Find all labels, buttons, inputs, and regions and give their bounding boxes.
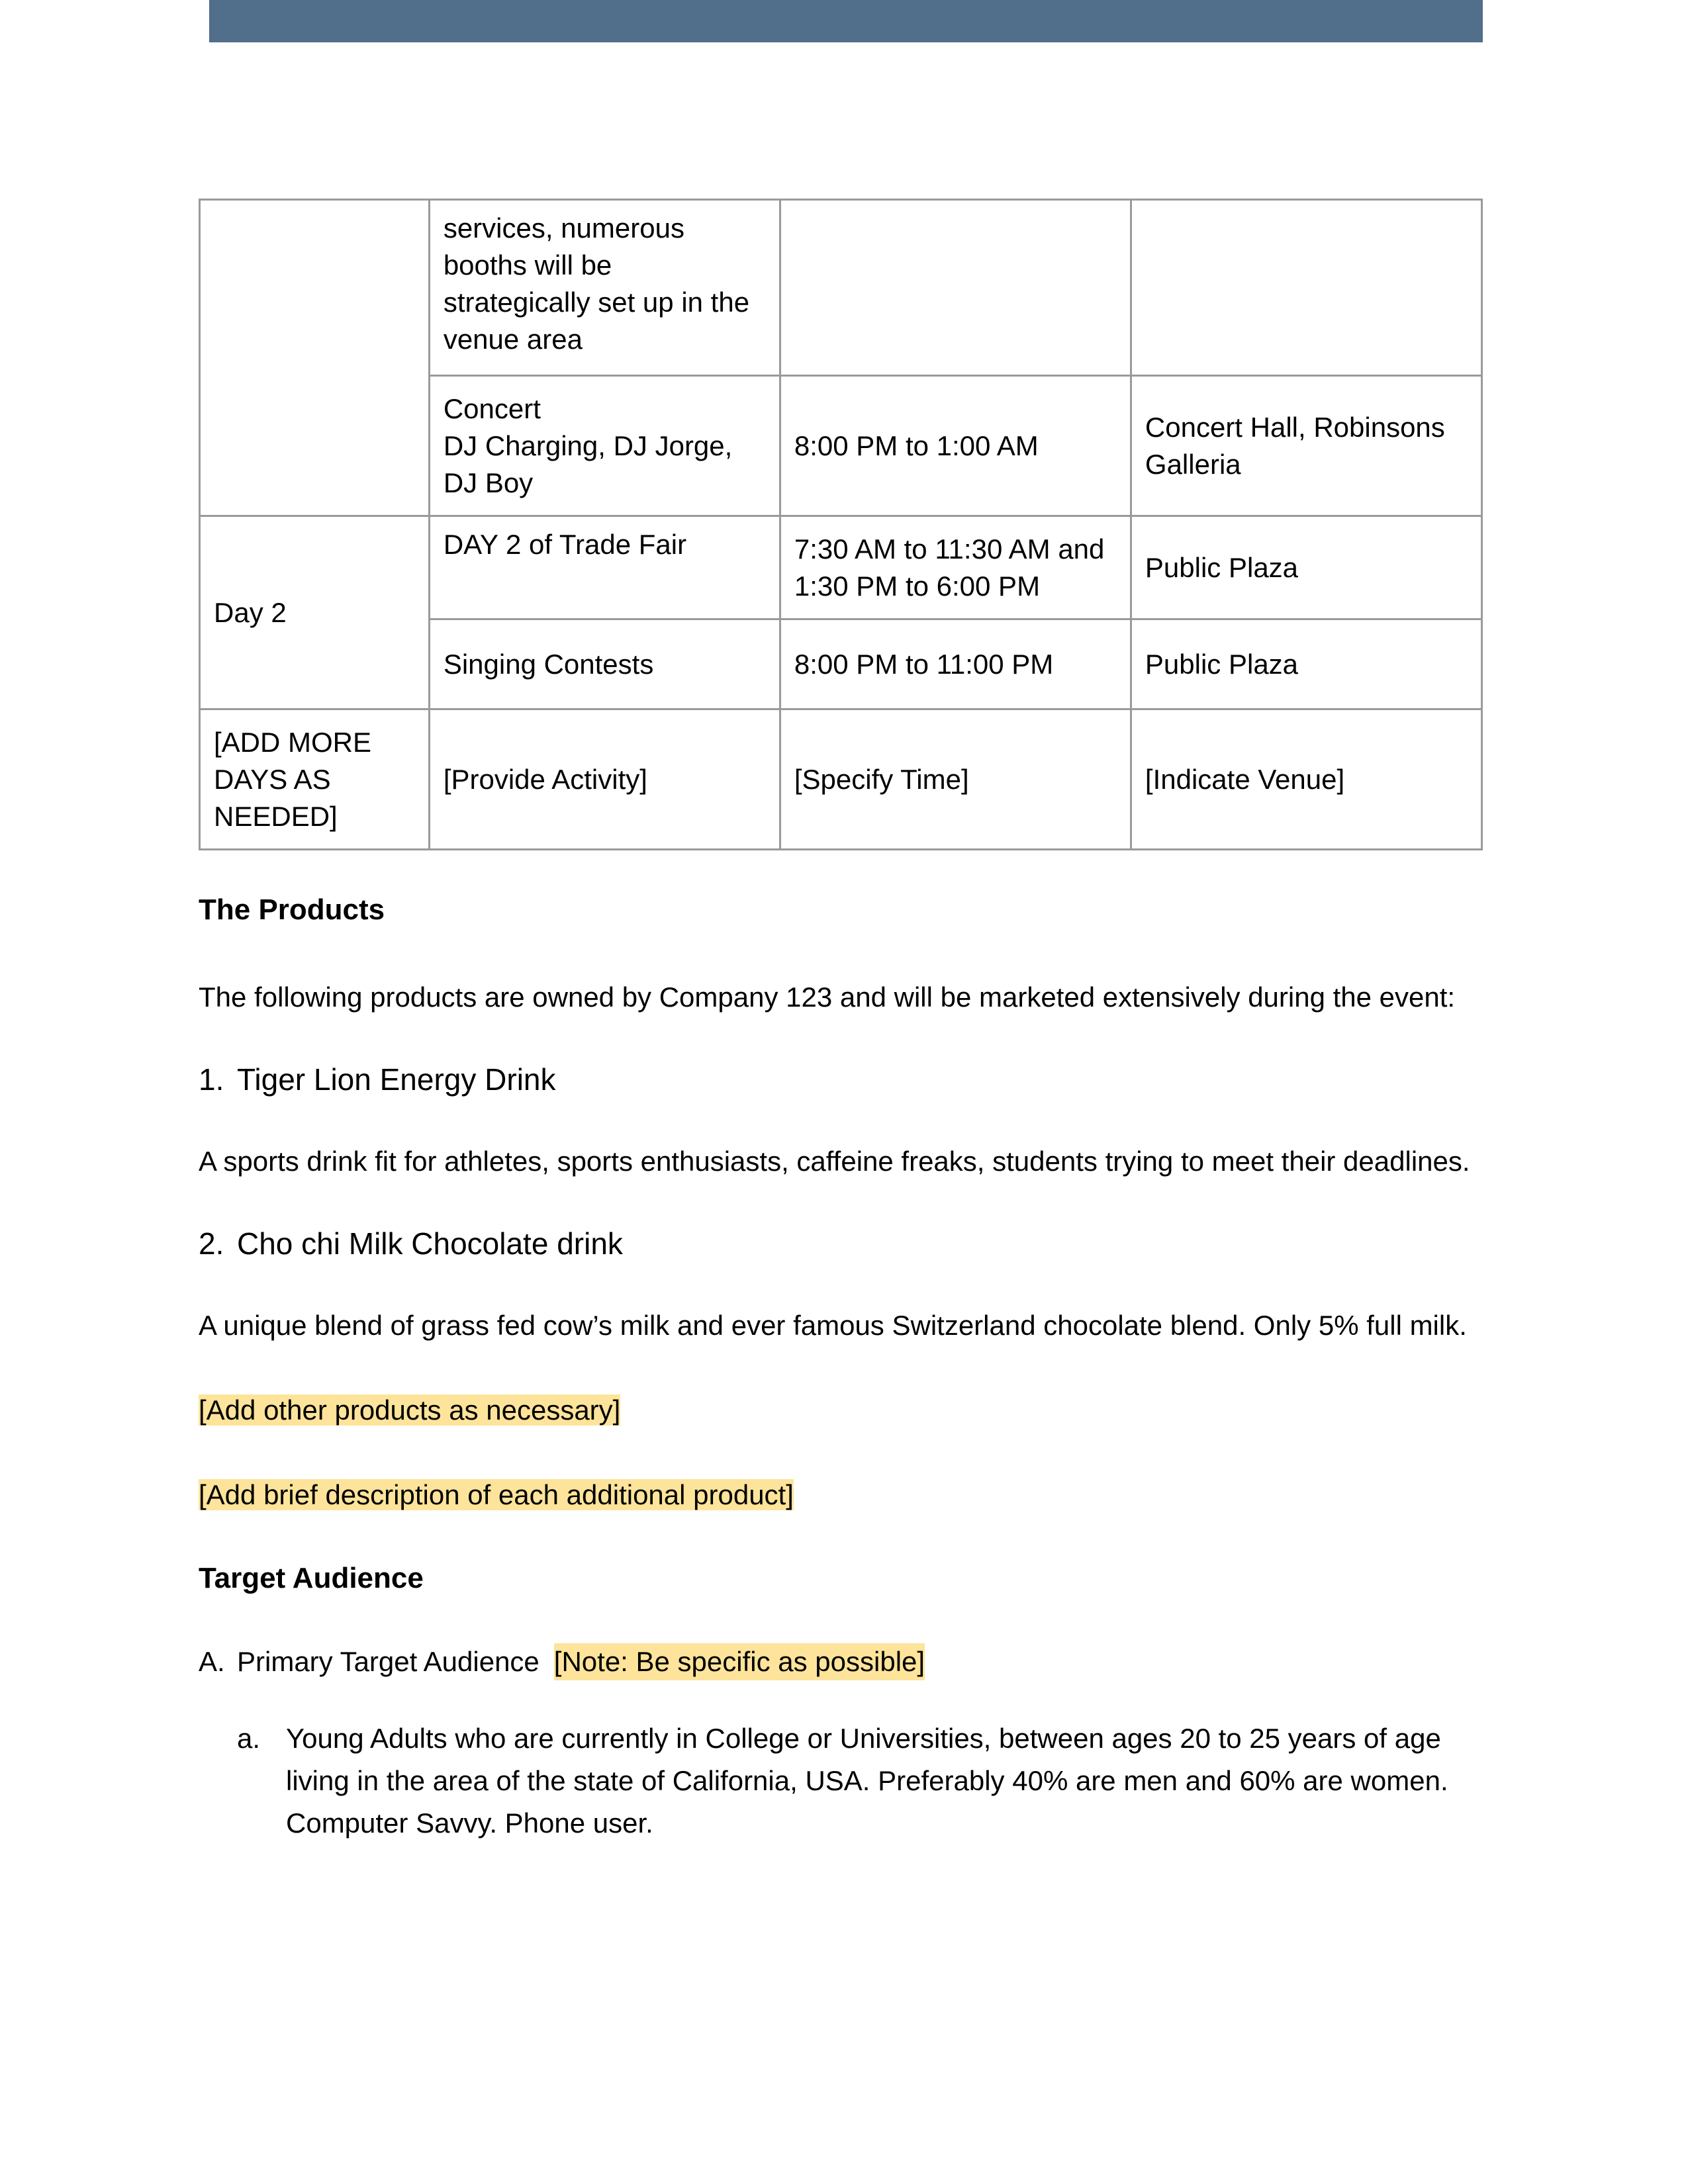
table-cell-activity: DAY 2 of Trade Fair [429,516,780,619]
table-cell-time: 7:30 AM to 11:30 AM and 1:30 PM to 6:00 PM [780,516,1131,619]
product-description: A unique blend of grass fed cow’s milk and ever famous Switzerland chocolate blend. Only 5% full milk. [199,1310,1467,1341]
table-cell-venue: Public Plaza [1131,619,1481,709]
table-cell-venue: Concert Hall, Robinsons Galleria [1131,376,1481,516]
table-cell-activity: [Provide Activity] [429,709,780,850]
primary-audience-letter: A. [199,1646,225,1677]
placeholder-add-products: [Add other products as necessary] [199,1394,621,1426]
table-row [200,200,1482,376]
schedule-table [199,199,1483,850]
table-row [200,709,1482,850]
product-number: 1. [199,1062,224,1097]
table-cell-time: 8:00 PM to 11:00 PM [780,619,1131,709]
list-item [199,1717,1483,1844]
list-item-letter: a. [237,1723,261,1754]
table-cell-day: Day 2 [200,516,430,709]
primary-audience-note: [Note: Be specific as possible] [554,1643,925,1680]
table-cell-venue: Public Plaza [1131,516,1481,619]
list-item-text: Young Adults who are currently in College or Universities, between ages 20 to 25 years of age living in the area of the state of California, USA. Preferably 40% are men and 60% are women. Computer Savvy. Phone user. [286,1723,1448,1839]
product-name: Tiger Lion Energy Drink [237,1062,556,1097]
table-cell-venue: [Indicate Venue] [1131,709,1481,850]
table-cell-activity: services, numerous booths will be strategically set up in the venue area [429,200,780,376]
products-intro: The following products are owned by Company 123 and will be marketed extensively during the event: [199,981,1456,1013]
primary-audience-heading [199,1643,1483,1680]
table-cell-day: [ADD MORE DAYS AS NEEDED] [200,709,430,850]
target-audience-heading: Target Audience [199,1562,424,1594]
table-cell-time: 8:00 PM to 1:00 AM [780,376,1131,516]
table-cell-time: [Specify Time] [780,709,1131,850]
product-title [199,1060,1483,1099]
table-cell-activity: Concert DJ Charging, DJ Jorge, DJ Boy [429,376,780,516]
product-number: 2. [199,1226,224,1261]
table-cell-day [200,200,430,516]
primary-audience-label: Primary Target Audience [237,1646,539,1677]
table-cell-activity: Singing Contests [429,619,780,709]
products-heading: The Products [199,893,385,926]
product-name: Cho chi Milk Chocolate drink [237,1226,623,1261]
table-row [200,516,1482,619]
placeholder-product-description: [Add brief description of each additional product] [199,1479,794,1510]
table-cell-time [780,200,1131,376]
table-cell-venue [1131,200,1481,376]
product-title [199,1224,1483,1263]
header-bar [209,0,1483,42]
document-page [199,199,1483,1844]
product-description: A sports drink fit for athletes, sports enthusiasts, caffeine freaks, students trying to meet their deadlines. [199,1146,1470,1177]
